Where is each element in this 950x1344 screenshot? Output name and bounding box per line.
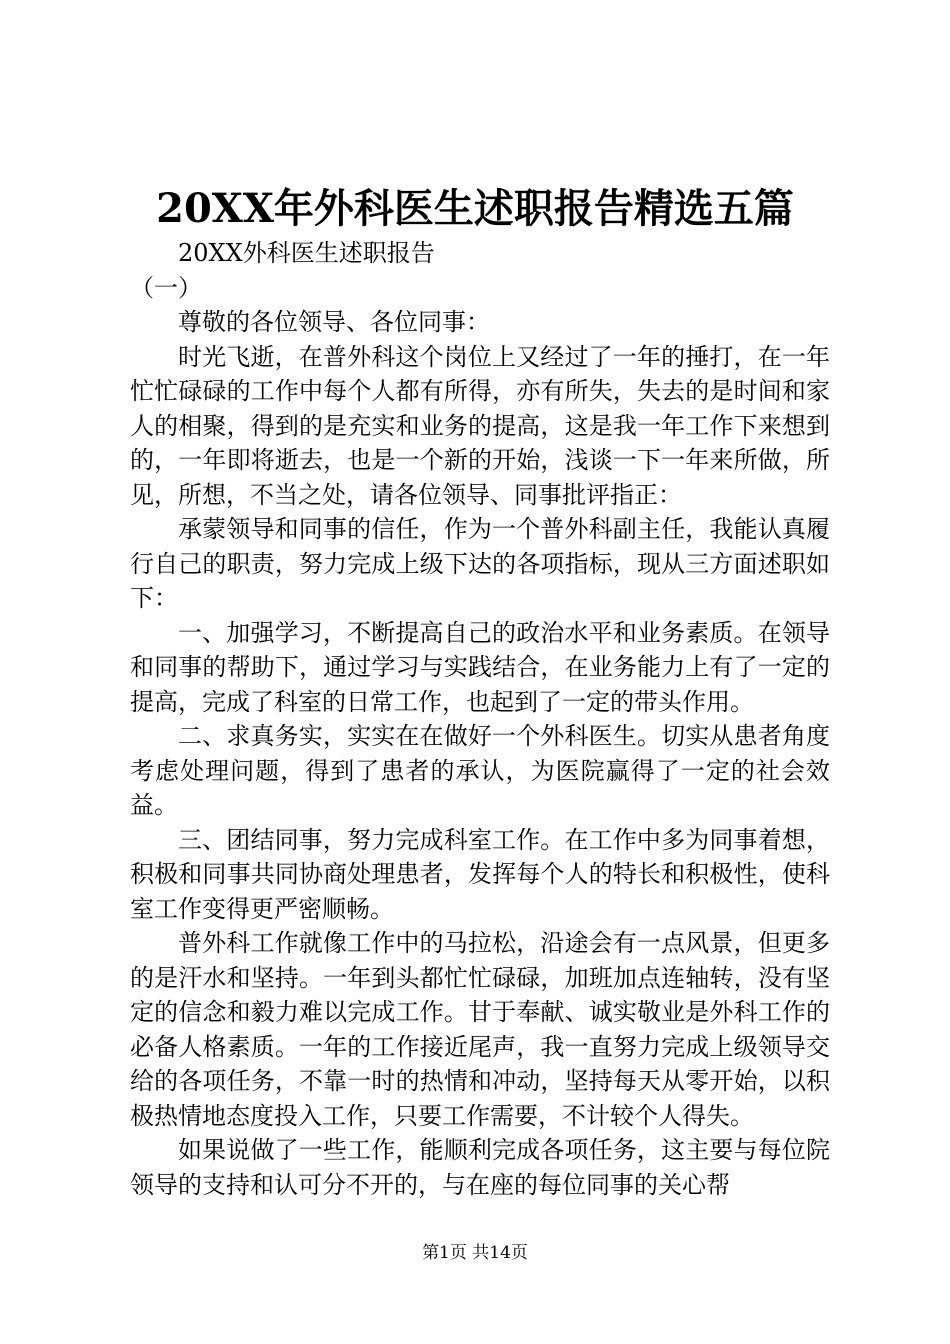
paragraph: 时光飞逝，在普外科这个岗位上又经过了一年的捶打，在一年忙忙碌碌的工作中每个人都有所得，亦有所失，失去的是时间和家人的相聚，得到的是充实和业务的提高，这是我一年工作下来想到的，一年即将逝去，也是一个新的开始，浅谈一下一年来所做，所见，所想，不当之处，请各位领导、同事批评指正： bbox=[130, 342, 830, 509]
paragraph: 普外科工作就像工作中的马拉松，沿途会有一点风景，但更多的是汗水和坚持。一年到头都忙忙碌碌，加班加点连轴转，没有坚定的信念和毅力难以完成工作。甘于奉献、诚实敬业是外科工作的必备人格素质。一年的工作接近尾声，我一直努力完成上级领导交给的各项任务，不靠一时的热情和冲动，坚持每天从零开始，以积极热情地态度投入工作，只要工作需要，不计较个人得失。 bbox=[130, 929, 830, 1130]
paragraph: 三、团结同事，努力完成科室工作。在工作中多为同事着想，积极和同事共同协商处理患者，发挥每个人的特长和积极性，使科室工作变得更严密顺畅。 bbox=[130, 825, 830, 923]
subtitle: 20XX外科医生述职报告 bbox=[178, 239, 435, 267]
document-title: 20XX年外科医生述职报告精选五篇 bbox=[156, 185, 794, 232]
page-footer: 第1页 共14页 bbox=[422, 1243, 528, 1263]
greeting: 尊敬的各位领导、各位同事： bbox=[178, 308, 490, 336]
section-marker: （一） bbox=[130, 273, 202, 302]
paragraph: 承蒙领导和同事的信任，作为一个普外科副主任，我能认真履行自己的职责，努力完成上级下达的各项指标，现从三方面述职如下： bbox=[130, 515, 830, 612]
paragraph: 一、加强学习，不断提高自己的政治水平和业务素质。在领导和同事的帮助下，通过学习与实践结合，在业务能力上有了一定的提高，完成了科室的日常工作，也起到了一定的带头作用。 bbox=[130, 618, 830, 716]
paragraph: 如果说做了一些工作，能顺利完成各项任务，这主要与每位院领导的支持和认可分不开的，与在座的每位同事的关心帮 bbox=[130, 1136, 830, 1199]
document-body bbox=[130, 236, 830, 1202]
paragraph: 二、求真务实，实实在在做好一个外科医生。切实从患者角度考虑处理问题，得到了患者的承认，为医院赢得了一定的社会效益。 bbox=[130, 722, 830, 819]
